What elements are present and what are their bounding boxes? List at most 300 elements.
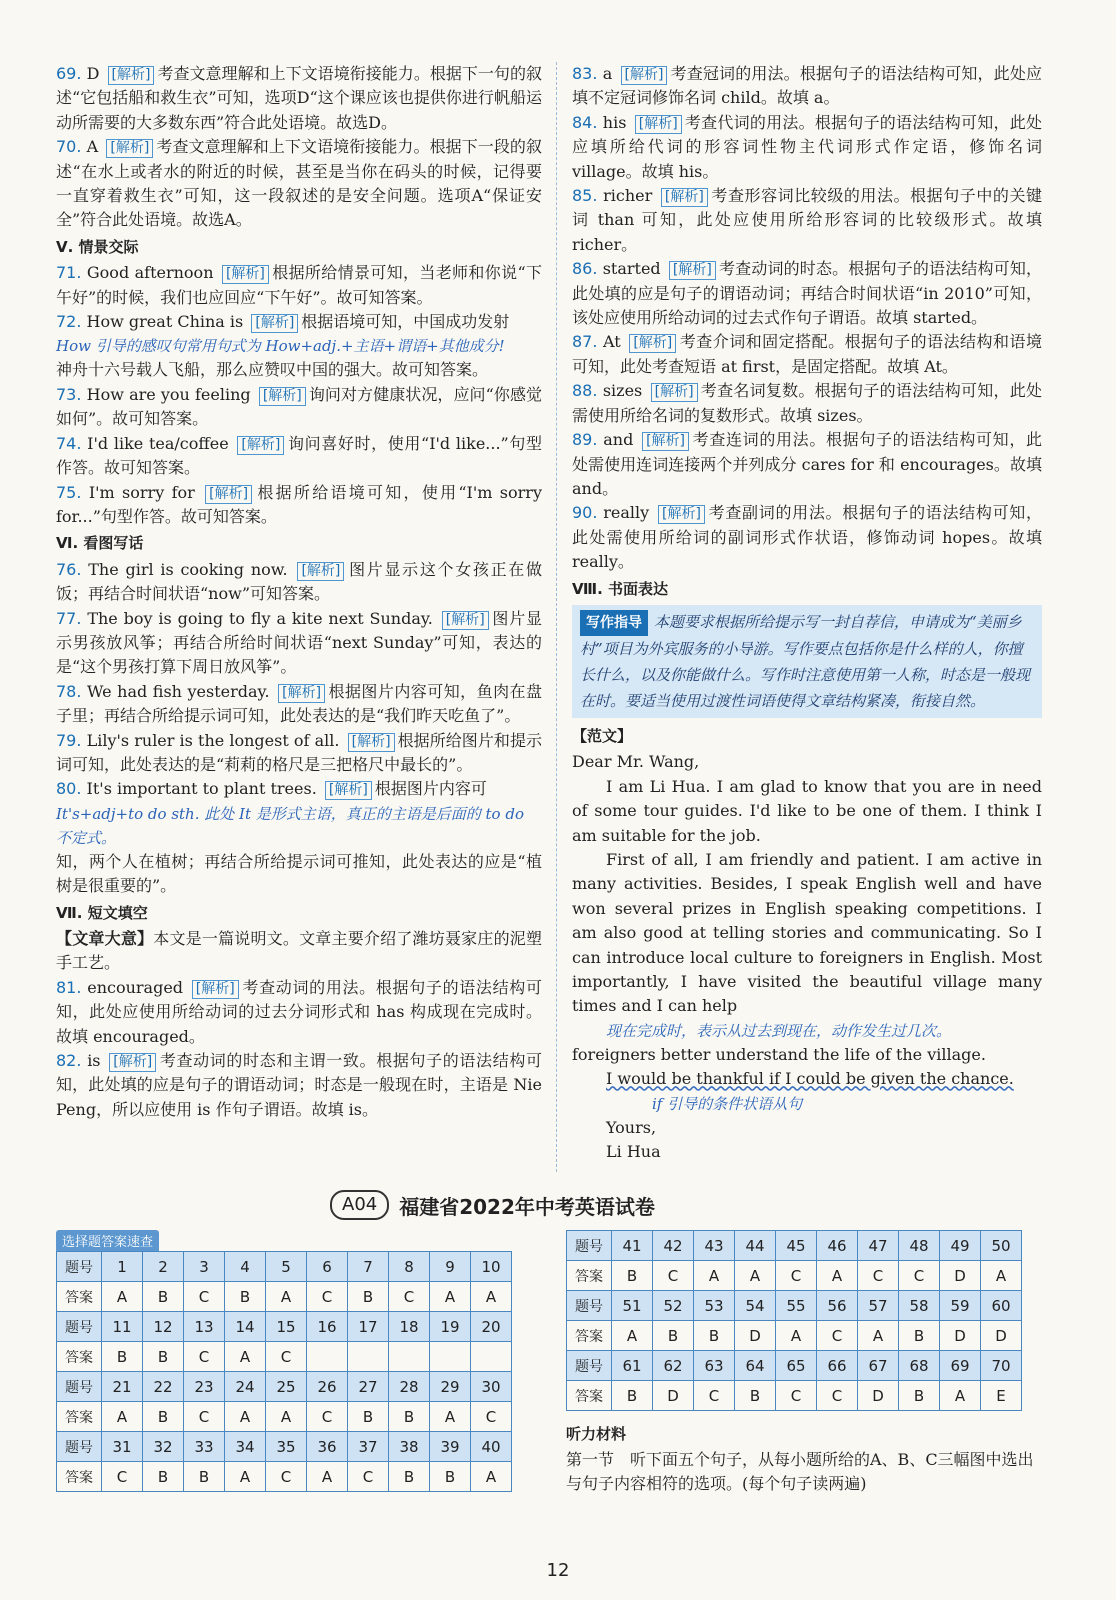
table-cell: 68 [899, 1351, 940, 1381]
table-cell: C [817, 1381, 858, 1411]
analysis-tag: [ 解析 ] [192, 980, 239, 999]
analysis-tag: [ 解析 ] [108, 66, 155, 85]
answer-table-right [566, 1230, 1022, 1411]
table-row [57, 1342, 512, 1372]
item-answer: and [603, 430, 634, 450]
table-cell: 59 [940, 1291, 981, 1321]
table-cell: C [102, 1462, 143, 1492]
table-cell: 57 [858, 1291, 899, 1321]
table-cell: A [266, 1402, 307, 1432]
analysis-tag: [ 解析 ] [109, 1053, 156, 1072]
analysis-tag: [ 解析 ] [621, 66, 668, 85]
table-cell: B [225, 1282, 266, 1312]
essay-paragraph: I am Li Hua. I am glad to know that you are in need of some tour guides. I'd like to be one of them. I think I am suitable for the job. [572, 776, 1042, 845]
table-cell: 66 [817, 1351, 858, 1381]
table-cell: D [653, 1381, 694, 1411]
answer-item [572, 184, 1042, 257]
answer-item [56, 777, 542, 801]
item-answer: The girl is cooking now. [88, 559, 288, 579]
table-cell: C [184, 1342, 225, 1372]
table-cell: 38 [389, 1432, 430, 1462]
table-row [57, 1372, 512, 1402]
table-cell: 44 [735, 1231, 776, 1261]
table-cell: 12 [143, 1312, 184, 1342]
table-cell: 18 [389, 1312, 430, 1342]
table-cell: C [817, 1321, 858, 1351]
table-cell: A [266, 1282, 307, 1312]
row-label: 题号 [57, 1252, 102, 1282]
analysis-tag: [ 解析 ] [661, 188, 708, 207]
item-answer: D [86, 64, 100, 83]
table-cell: A [225, 1402, 266, 1432]
item-explanation: 考查连词的用法。根据句子的语法结构可知，此处需使用连词连接两个并列成分 cares for 和 encourages。故填 and。 [572, 430, 1042, 498]
row-label: 答案 [57, 1462, 102, 1492]
table-cell: 10 [471, 1252, 512, 1282]
table-cell: 34 [225, 1432, 266, 1462]
table-cell: B [899, 1321, 940, 1351]
analysis-tag: [ 解析 ] [205, 485, 252, 504]
table-caption: 选择题答案速查 [56, 1230, 159, 1251]
table-cell: B [143, 1282, 184, 1312]
item-explanation: 考查动词的时态和主谓一致。根据句子的语法结构可知，此处填的应是句子的谓语动词；时态是一般现在时，主语是 Nie Peng，所以应使用 is 作句子谓语。故填 is。 [56, 1051, 542, 1119]
table-cell: C [471, 1402, 512, 1432]
item-number: 72. [56, 312, 82, 332]
table-cell: C [184, 1402, 225, 1432]
guide-text: 本题要求根据所给提示写一封自荐信，申请成为“美丽乡村”项目为外宾服务的小导游。写作要点包括你是什么样的人，你擅长什么，以及你能做什么。写作时注意使用第一人称，时态是一般现在时。要适当使用过渡性词语使得文章结构紧凑，衔接自然。 [580, 612, 1031, 710]
item-explanation: 询问对方健康状况，应问“你感觉如何”。故可知答案。 [56, 384, 543, 429]
table-cell: A [694, 1261, 735, 1291]
table-cell: 42 [653, 1231, 694, 1261]
item-explanation: 根据图片内容可 [374, 779, 487, 799]
table-cell: 7 [348, 1252, 389, 1282]
table-cell: 69 [940, 1351, 981, 1381]
item-explanation: 考查文意理解和上下文语境衔接能力。根据下一句的叙述“它包括船和救生衣”可知，选项D“这个课应该也提供你进行帆船运动所需要的大多数东西”符合此处语境。故选D。 [56, 64, 542, 132]
item-number: 90. [572, 503, 598, 523]
table-row [567, 1321, 1022, 1351]
answer-item [56, 481, 542, 530]
table-cell: B [143, 1462, 184, 1492]
table-cell: A [102, 1402, 143, 1432]
table-cell: 5 [266, 1252, 307, 1282]
table-cell: A [471, 1282, 512, 1312]
article-summary [56, 927, 542, 976]
exam-code: A04 [330, 1190, 389, 1220]
handwritten-note: 现在完成时，表示从过去到现在，动作发生过几次。 [606, 1021, 952, 1040]
table-row [567, 1261, 1022, 1291]
item-answer: really [603, 503, 650, 523]
analysis-tag: [ 解析 ] [348, 733, 395, 752]
table-cell: 26 [307, 1372, 348, 1402]
answer-item [56, 558, 542, 607]
analysis-tag: [ 解析 ] [629, 334, 676, 353]
item-number: 71. [56, 263, 82, 283]
item-answer: How great China is [86, 312, 244, 332]
table-cell: 15 [266, 1312, 307, 1342]
answer-item [56, 976, 542, 1049]
table-cell: A [307, 1462, 348, 1492]
table-cell: 29 [430, 1372, 471, 1402]
summary-text: 本文是一篇说明文。文章主要介绍了潍坊聂家庄的泥塑手工艺。 [56, 929, 542, 973]
analysis-tag: [ 解析 ] [251, 314, 298, 333]
table-row [567, 1291, 1022, 1321]
item-explanation: 考查冠词的用法。根据句子的语法结构可知，此处应填不定冠词修饰名词 child。故填 a。 [572, 64, 1042, 108]
table-cell: 54 [735, 1291, 776, 1321]
exam-title: 福建省2022年中考英语试卷 [399, 1194, 655, 1219]
table-cell: 51 [612, 1291, 653, 1321]
analysis-tag: [ 解析 ] [651, 383, 698, 402]
answer-item [56, 432, 542, 481]
table-cell [430, 1342, 471, 1372]
table-cell: D [940, 1321, 981, 1351]
item-number: 70. [56, 137, 82, 157]
table-cell: 43 [694, 1231, 735, 1261]
table-cell: A [430, 1282, 471, 1312]
table-cell: 35 [266, 1432, 307, 1462]
table-cell: A [940, 1381, 981, 1411]
table-cell: 4 [225, 1252, 266, 1282]
analysis-tag: [ 解析 ] [642, 432, 689, 451]
row-label: 题号 [567, 1231, 612, 1261]
table-cell: A [471, 1462, 512, 1492]
table-cell: A [225, 1462, 266, 1492]
essay-signature: Li Hua [606, 1142, 661, 1162]
item-answer: At [603, 332, 621, 352]
table-cell: C [184, 1282, 225, 1312]
table-cell: 21 [102, 1372, 143, 1402]
table-cell: 70 [981, 1351, 1022, 1381]
table-cell: 39 [430, 1432, 471, 1462]
table-cell: D [940, 1261, 981, 1291]
row-label: 答案 [57, 1282, 102, 1312]
table-cell [471, 1342, 512, 1372]
table-cell: D [858, 1381, 899, 1411]
item-explanation: 考查动词的时态。根据句子的语法结构可知，此处填的应是句子的谓语动词；再结合时间状语“in 2010”可知，该处应使用所给动词的过去式作句子谓语。故填 started。 [572, 259, 1042, 328]
row-label: 题号 [567, 1351, 612, 1381]
table-cell: 22 [143, 1372, 184, 1402]
table-cell: B [102, 1342, 143, 1372]
table-row [57, 1432, 512, 1462]
item-number: 88. [572, 381, 598, 401]
answer-item [56, 607, 542, 680]
item-number: 74. [56, 433, 82, 453]
item-number: 73. [56, 384, 82, 404]
analysis-tag: [ 解析 ] [658, 505, 705, 524]
analysis-tag: [ 解析 ] [222, 265, 269, 284]
item-explanation: 询问喜好时，使用“I'd like...”句型作答。故可知答案。 [56, 433, 542, 478]
item-answer: We had fish yesterday. [87, 681, 270, 701]
table-cell: 8 [389, 1252, 430, 1282]
row-label: 答案 [567, 1321, 612, 1351]
table-cell: E [981, 1381, 1022, 1411]
item-number: 87. [572, 332, 598, 352]
table-cell: 14 [225, 1312, 266, 1342]
item-number: 76. [56, 559, 82, 579]
table-cell: 25 [266, 1372, 307, 1402]
table-cell: C [266, 1462, 307, 1492]
table-cell: 40 [471, 1432, 512, 1462]
table-cell: 41 [612, 1231, 653, 1261]
item-number: 85. [572, 186, 598, 206]
table-row [567, 1381, 1022, 1411]
item-number: 75. [56, 482, 82, 502]
page-number: 12 [546, 1560, 570, 1581]
table-cell: A [430, 1402, 471, 1432]
table-cell: 50 [981, 1231, 1022, 1261]
essay-closing: Yours, [606, 1117, 657, 1137]
item-number: 83. [572, 64, 598, 83]
row-label: 答案 [567, 1261, 612, 1291]
table-cell: A [102, 1282, 143, 1312]
listening-text: 第一节 听下面五个句子，从每小题所给的A、B、C三幅图中选出与句子内容相符的选项。(每个句子读两遍) [566, 1450, 1034, 1493]
row-label: 题号 [57, 1312, 102, 1342]
table-cell: C [307, 1282, 348, 1312]
table-cell: C [899, 1261, 940, 1291]
item-answer: his [602, 112, 627, 132]
answer-item [572, 257, 1042, 330]
item-explanation: 考查副词的用法。根据句子的语法结构可知，此处需使用所给词的副词形式作状语，修饰动词 hopes。故填 really。 [572, 503, 1042, 572]
table-row [567, 1231, 1022, 1261]
model-essay [572, 750, 1042, 1164]
item-explanation: 图片显示这个女孩正在做饭；再结合时间状语“now”可知答案。 [56, 559, 542, 604]
table-cell [307, 1342, 348, 1372]
table-cell: 13 [184, 1312, 225, 1342]
table-cell: 33 [184, 1432, 225, 1462]
item-explanation: 根据所给图片和提示词可知，此处表达的是“莉莉的格尺是三把格尺中最长的”。 [56, 730, 542, 774]
answer-item [572, 111, 1042, 184]
essay-greeting: Dear Mr. Wang, [572, 752, 700, 772]
item-explanation: 考查文意理解和上下文语境衔接能力。根据下一段的叙述“在水上或者水的附近的时候，甚至是当你在码头的时候，记得要一直穿着救生衣”可知，这一段叙述的是安全问题。选项A“保证安全”符合此处语境。故选A。 [56, 137, 542, 230]
answer-item [572, 428, 1042, 501]
item-answer: Lily's ruler is the longest of all. [86, 730, 340, 750]
table-cell: A [817, 1261, 858, 1291]
table-cell: 2 [143, 1252, 184, 1282]
table-cell: A [225, 1342, 266, 1372]
table-cell: 46 [817, 1231, 858, 1261]
item-explanation: 图片显示男孩放风筝；再结合所给时间状语“next Sunday”可知，表达的是“这个男孩打算下周日放风筝”。 [56, 608, 542, 677]
table-cell: 48 [899, 1231, 940, 1261]
item-explanation: 考查形容词比较级的用法。根据句子中的关键词 than 可知，此处应使用所给形容词的比较级形式。故填 richer。 [572, 186, 1042, 254]
section-title: Ⅶ. 短文填空 [56, 903, 148, 922]
table-cell: B [612, 1261, 653, 1291]
analysis-tag: [ 解析 ] [442, 611, 489, 630]
table-cell: C [776, 1261, 817, 1291]
table-cell: A [858, 1321, 899, 1351]
table-cell: 53 [694, 1291, 735, 1321]
item-explanation: 考查代词的用法。根据句子的语法结构可知，此处应填所给代词的形容词性物主代词形式作定语，修饰名词 village。故填 his。 [572, 112, 1042, 181]
essay-paragraph: First of all, I am friendly and patient. I am active in many activities. Besides, I speak English well and have won several prizes in English speaking competitions. I am also good at telling stories and communicating. So I can introduce local culture to foreigners in English. Most importantly, I have visited the beautiful village many times and I can help [572, 849, 1042, 1016]
table-cell [389, 1342, 430, 1372]
table-cell: 6 [307, 1252, 348, 1282]
analysis-tag: [ 解析 ] [669, 261, 716, 280]
answer-item [56, 680, 542, 729]
item-explanation: 根据所给情景可知，当老师和你说“下午好”的时候，我们也应回应“下午好”。故可知答案。 [56, 263, 542, 307]
table-cell: A [735, 1261, 776, 1291]
row-label: 答案 [57, 1402, 102, 1432]
item-answer: Good afternoon [86, 263, 214, 283]
row-label: 题号 [567, 1291, 612, 1321]
analysis-tag: [ 解析 ] [278, 684, 325, 703]
handwritten-note: if 引导的条件状语从句 [652, 1094, 803, 1113]
table-cell: 32 [143, 1432, 184, 1462]
item-answer: I'd like tea/coffee [87, 433, 229, 453]
answer-item [56, 62, 542, 135]
item-answer: is [87, 1051, 101, 1071]
item-number: 82. [56, 1051, 82, 1071]
item-answer: I'm sorry for [88, 482, 195, 502]
item-explanation-cont: 神舟十六号载人飞船，那么应赞叹中国的强大。故可知答案。 [56, 360, 489, 380]
row-label: 题号 [57, 1372, 102, 1402]
table-cell: 17 [348, 1312, 389, 1342]
table-cell: A [612, 1321, 653, 1351]
item-number: 78. [56, 681, 82, 701]
table-cell: 30 [471, 1372, 512, 1402]
table-cell: 67 [858, 1351, 899, 1381]
item-explanation: 考查动词的用法。根据句子的语法结构可知，此处应使用所给动词的过去分词形式和 has 构成现在完成时。故填 encouraged。 [56, 977, 542, 1046]
item-explanation: 根据图片内容可知，鱼肉在盘子里；再结合所给提示词可知，此处表达的是“我们昨天吃鱼了”。 [56, 681, 542, 726]
item-answer: a [602, 64, 613, 83]
summary-label: 【文章大意】 [56, 929, 154, 948]
answer-item [56, 1049, 542, 1122]
answer-table-left [56, 1230, 512, 1492]
table-cell: 37 [348, 1432, 389, 1462]
section-title: Ⅴ. 情景交际 [56, 237, 139, 256]
analysis-tag: [ 解析 ] [635, 115, 682, 134]
table-cell: A [776, 1321, 817, 1351]
item-answer: started [602, 259, 661, 279]
table-cell: 56 [817, 1291, 858, 1321]
table-cell: 3 [184, 1252, 225, 1282]
item-answer: encouraged [87, 977, 184, 997]
essay-paragraph: I would be thankful if I could be given the chance. [606, 1069, 1014, 1089]
item-answer: How are you feeling [86, 384, 251, 404]
table-cell: B [653, 1321, 694, 1351]
handwritten-note: It's+adj+to do sth. 此处 It 是形式主语，真正的主语是后面的 to do 不定式。 [56, 804, 524, 847]
table-cell: C [653, 1261, 694, 1291]
table-cell: B [389, 1462, 430, 1492]
table-cell: B [184, 1462, 225, 1492]
answer-item [56, 261, 542, 310]
analysis-tag: [ 解析 ] [237, 436, 284, 455]
answer-item [572, 501, 1042, 574]
row-label: 题号 [57, 1432, 102, 1462]
model-label: 【范文】 [572, 726, 633, 745]
analysis-tag: [ 解析 ] [297, 562, 344, 581]
item-explanation-cont: 知，两个人在植树；再结合所给提示词可推知，此处表达的应是“植树是很重要的”。 [56, 851, 542, 896]
left-column [56, 62, 542, 1122]
table-cell: C [776, 1381, 817, 1411]
table-row [57, 1252, 512, 1282]
table-cell: 49 [940, 1231, 981, 1261]
answer-item [56, 310, 542, 334]
item-answer: It's important to plant trees. [86, 779, 317, 799]
table-row [57, 1462, 512, 1492]
table-cell: 31 [102, 1432, 143, 1462]
table-cell: C [307, 1402, 348, 1432]
section-title: Ⅵ. 看图写话 [56, 534, 144, 553]
table-cell: B [899, 1381, 940, 1411]
table-cell: 23 [184, 1372, 225, 1402]
table-cell: C [858, 1261, 899, 1291]
analysis-tag: [ 解析 ] [259, 387, 306, 406]
table-cell [348, 1342, 389, 1372]
table-cell: D [735, 1321, 776, 1351]
table-cell: 24 [225, 1372, 266, 1402]
table-cell: B [735, 1381, 776, 1411]
table-cell: 45 [776, 1231, 817, 1261]
table-cell: 28 [389, 1372, 430, 1402]
item-number: 79. [56, 730, 82, 750]
table-cell: 47 [858, 1231, 899, 1261]
item-number: 81. [56, 977, 82, 997]
table-cell: A [981, 1261, 1022, 1291]
listening-section [566, 1420, 1044, 1496]
table-cell: 16 [307, 1312, 348, 1342]
table-cell: C [694, 1381, 735, 1411]
item-explanation: 考查名词复数。根据句子的语法结构可知，此处需使用所给名词的复数形式。故填 sizes。 [572, 381, 1042, 425]
guide-title: 写作指导 [580, 610, 648, 636]
item-answer: sizes [602, 381, 643, 401]
table-cell: 27 [348, 1372, 389, 1402]
item-answer: richer [603, 186, 653, 206]
table-cell: 52 [653, 1291, 694, 1321]
table-cell: 9 [430, 1252, 471, 1282]
table-cell: 62 [653, 1351, 694, 1381]
item-number: 89. [572, 430, 598, 450]
answer-item [56, 383, 542, 432]
item-explanation: 考查介词和固定搭配。根据句子的语法结构和语境可知，此处考查短语 at first，是固定搭配。故填 At。 [572, 332, 1042, 376]
essay-paragraph: foreigners better understand the life of the village. [572, 1044, 986, 1064]
item-number: 80. [56, 779, 82, 799]
row-label: 答案 [57, 1342, 102, 1372]
table-row [57, 1282, 512, 1312]
item-explanation: 根据语境可知，中国成功发射 [301, 312, 510, 332]
table-row [567, 1351, 1022, 1381]
writing-guide [572, 605, 1042, 718]
table-cell: B [389, 1402, 430, 1432]
table-cell: 11 [102, 1312, 143, 1342]
table-cell: C [389, 1282, 430, 1312]
table-cell: B [348, 1402, 389, 1432]
listening-title: 听力材料 [566, 1425, 627, 1443]
table-cell: B [143, 1342, 184, 1372]
table-cell: B [348, 1282, 389, 1312]
item-number: 77. [56, 608, 82, 628]
answer-item [572, 62, 1042, 111]
table-cell: C [348, 1462, 389, 1492]
answer-item [572, 330, 1042, 379]
handwritten-note: How 引导的感叹句常用句式为 How+adj.+主语+谓语+其他成分! [56, 337, 505, 356]
item-number: 69. [56, 64, 82, 83]
answer-item [56, 135, 542, 233]
item-answer: The boy is going to fly a kite next Sunday. [87, 608, 433, 628]
table-cell: 65 [776, 1351, 817, 1381]
item-answer: A [86, 137, 99, 157]
table-cell: 20 [471, 1312, 512, 1342]
analysis-tag: [ 解析 ] [325, 781, 372, 800]
answer-item [572, 379, 1042, 428]
table-cell: 63 [694, 1351, 735, 1381]
table-cell: 60 [981, 1291, 1022, 1321]
item-explanation: 根据所给语境可知，使用“I'm sorry for...”句型作答。故可知答案。 [56, 482, 542, 526]
table-cell: 58 [899, 1291, 940, 1321]
table-cell: 19 [430, 1312, 471, 1342]
table-row [57, 1312, 512, 1342]
answer-item [56, 729, 542, 778]
right-column [572, 62, 1042, 1164]
table-cell: B [612, 1381, 653, 1411]
table-cell: B [694, 1321, 735, 1351]
table-cell: B [143, 1402, 184, 1432]
